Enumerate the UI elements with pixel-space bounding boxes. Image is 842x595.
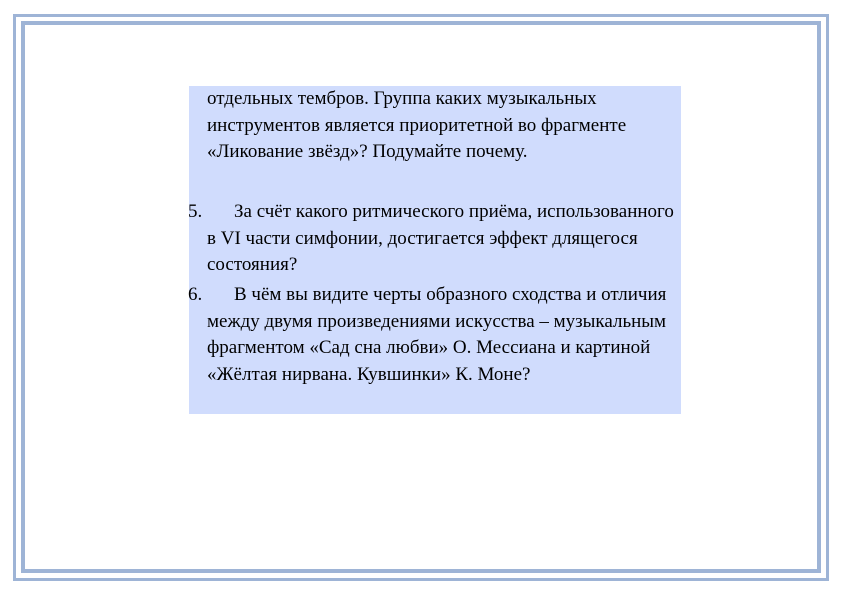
question-text: За счёт какого ритмического приёма, использованного в VI части симфонии, достигается эффект длящегося состояния? xyxy=(207,201,674,275)
question-number: 6. xyxy=(188,284,203,305)
question-text: В чём вы видите черты образного сходства и отличия между двумя произведениями искусства – музыкальным фрагментом «Сад сна любви» О. Мессиана и картиной «Жёлтая нирвана. Кувшинки» К. Моне? xyxy=(207,284,667,385)
continuation-paragraph: отдельных тембров. Группа каких музыкальных инструментов является приоритетной во фрагменте «Ликование звёзд»? Подумайте почему. xyxy=(207,88,627,162)
question-item-6 xyxy=(188,282,680,414)
question-number: 5. xyxy=(188,201,203,222)
question-item-5 xyxy=(188,199,680,279)
